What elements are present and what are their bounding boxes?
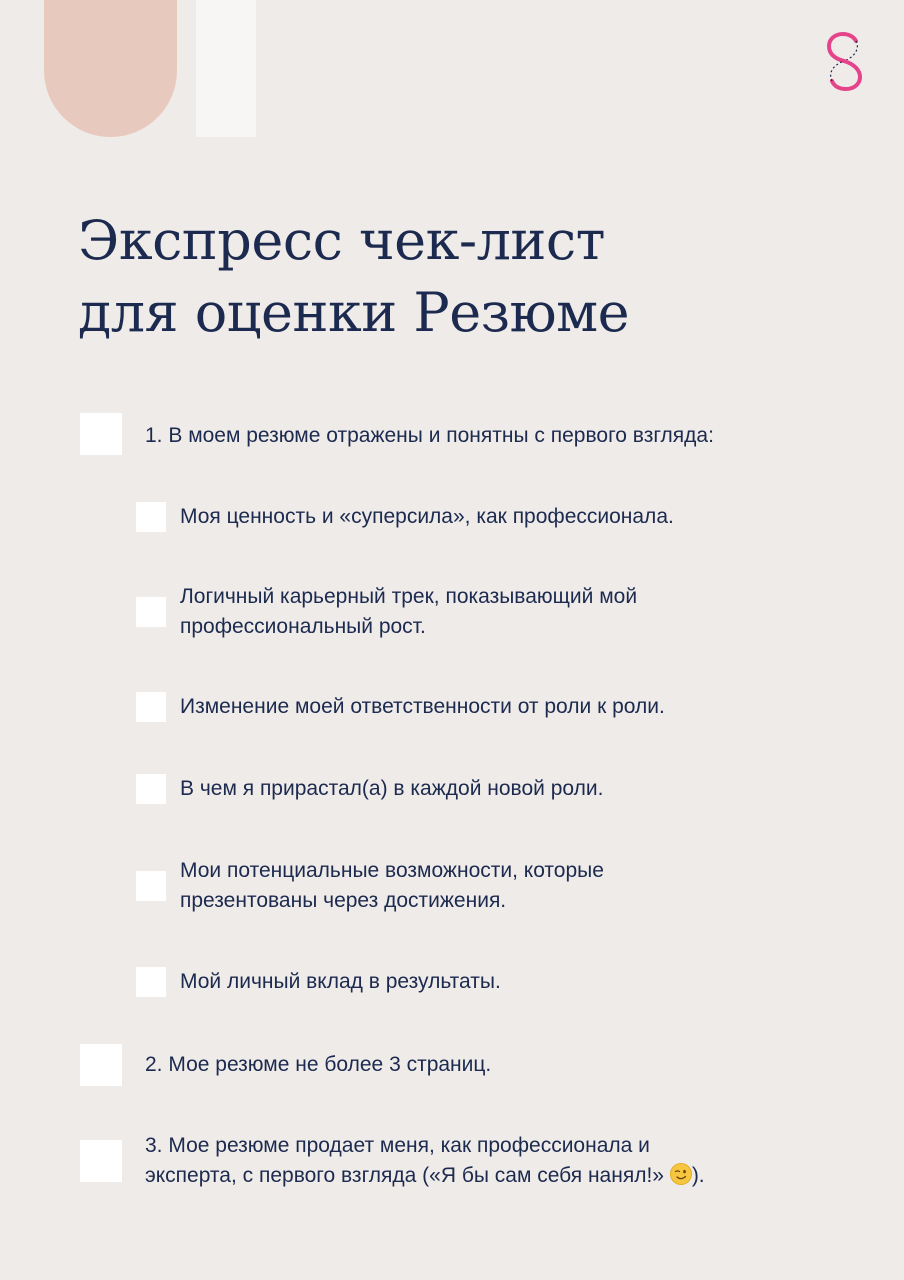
subitem-career-track-text: Логичный карьерный трек, показывающий мой профессиональный рост. (180, 585, 638, 638)
checkbox-subitem-career-track[interactable] (136, 597, 166, 627)
checkbox-subitem-contribution[interactable] (136, 967, 166, 997)
subitem-growth-text: В чем я прирастал(а) в каждой новой роли. (180, 777, 604, 800)
checkbox-item-1[interactable] (80, 413, 122, 455)
checkbox-item-3[interactable] (80, 1140, 122, 1182)
title-line-2: для оценки Резюме (78, 281, 630, 344)
title-line-1: Экспресс чек-лист (78, 209, 606, 272)
decorative-bar (196, 0, 256, 137)
checkbox-subitem-responsibility[interactable] (136, 692, 166, 722)
figure-eight-logo-icon (822, 30, 866, 94)
winking-face-icon (670, 1163, 692, 1185)
checkbox-subitem-value[interactable] (136, 502, 166, 532)
subitem-potential-text: Мои потенциальные возможности, которые презентованы через достижения. (180, 859, 604, 912)
checkbox-subitem-growth[interactable] (136, 774, 166, 804)
checkbox-subitem-potential[interactable] (136, 871, 166, 901)
item-3-text: 3. Мое резюме продает меня, как профессионала и эксперта, с первого взгляда («Я бы сам себя нанял!» ). (145, 1134, 705, 1187)
checkbox-item-2[interactable] (80, 1044, 122, 1086)
subitem-contribution-text: Мой личный вклад в результаты. (180, 970, 501, 993)
decorative-arch (44, 0, 177, 137)
item-1-text: 1. В моем резюме отражены и понятны с первого взгляда: (145, 424, 714, 447)
subitem-value-text: Моя ценность и «суперсила», как профессионала. (180, 505, 674, 528)
subitem-responsibility-text: Изменение моей ответственности от роли к роли. (180, 695, 665, 718)
item-2-text: 2. Мое резюме не более 3 страниц. (145, 1053, 492, 1076)
page-title (78, 205, 629, 349)
